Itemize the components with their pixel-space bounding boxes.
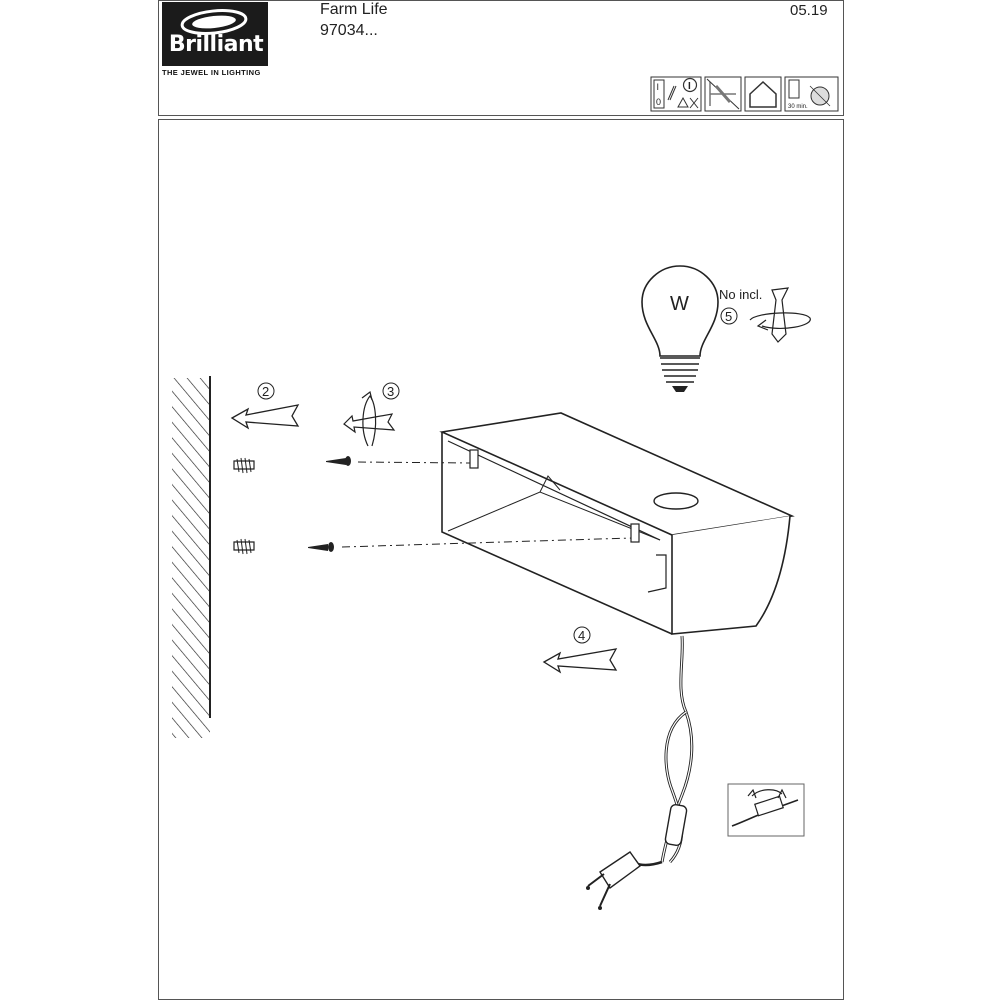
- switch-off-mark: 0: [656, 97, 662, 107]
- cool-down-label: 30 min.: [788, 104, 808, 110]
- step-5-marker: [721, 308, 737, 324]
- version-date: 05.19: [790, 2, 828, 19]
- bulb-letter: W: [670, 293, 689, 315]
- wall-plug-icon: [234, 458, 254, 473]
- arrow-left-icon: [544, 649, 616, 672]
- light-bulb-icon: [642, 266, 718, 392]
- rotate-arrow-icon: [344, 392, 394, 446]
- brand-tagline: THE JEWEL IN LIGHTING: [162, 68, 261, 77]
- alignment-line: [342, 538, 632, 547]
- step-2-marker: [258, 383, 274, 399]
- product-number: 97034...: [320, 22, 378, 39]
- step-4-number: 4: [578, 628, 586, 643]
- wall: [172, 376, 210, 738]
- step-5-number: 5: [725, 309, 733, 324]
- bulb-not-included-note: No incl.: [719, 287, 763, 302]
- brand-name: Brilliant: [168, 32, 264, 57]
- screw-icon: [308, 542, 334, 552]
- step-3-marker: [383, 383, 399, 399]
- step-4-marker: [574, 627, 590, 643]
- wall-plug-icon: [234, 539, 254, 554]
- step-3-number: 3: [387, 384, 395, 399]
- plug-icon: [586, 852, 640, 910]
- switch-detail-callout: [728, 784, 804, 836]
- alignment-line: [358, 462, 470, 463]
- step-2-number: 2: [262, 384, 270, 399]
- screw-icon: [326, 456, 351, 466]
- arrow-left-icon: [232, 405, 298, 428]
- class-one-mark: I: [688, 81, 691, 92]
- product-name: Farm Life: [320, 1, 388, 18]
- wall-lamp-housing: [442, 413, 792, 634]
- power-cable: [632, 636, 692, 865]
- switch-on-mark: I: [656, 82, 660, 92]
